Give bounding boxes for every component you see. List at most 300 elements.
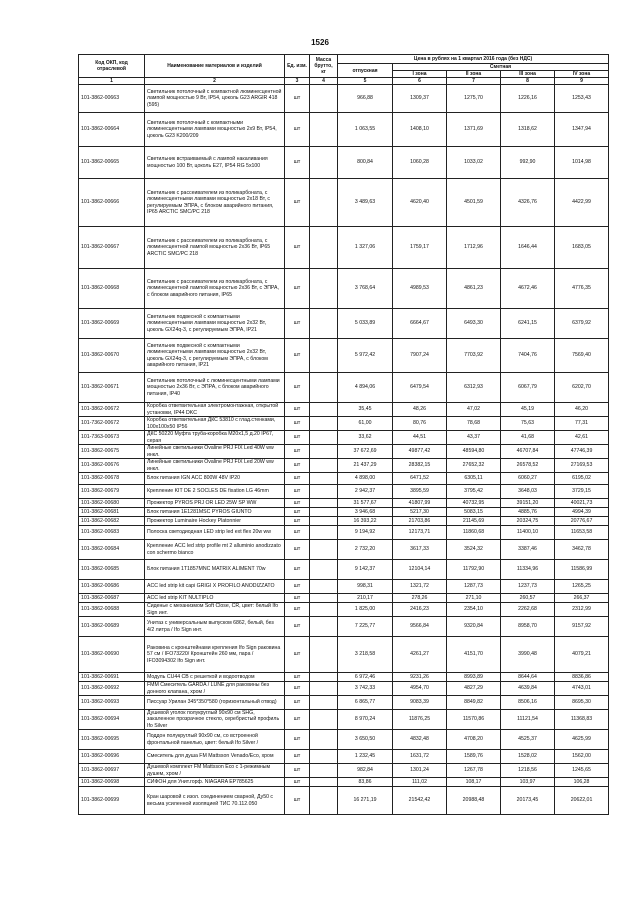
table-row [79, 179, 609, 227]
item-unit: шт [285, 750, 310, 764]
item-mass [310, 750, 338, 764]
price-zone-1: 1060,28 [393, 147, 447, 179]
table-row [79, 710, 609, 730]
item-mass [310, 673, 338, 682]
price-zone-3: 8644,64 [501, 673, 555, 682]
price-zone-1: 21542,42 [393, 787, 447, 815]
header-zone-2: II зона [447, 71, 501, 78]
item-unit: шт [285, 603, 310, 617]
price-zone-4: 7569,40 [555, 339, 609, 373]
price-zone-1: 28382,15 [393, 459, 447, 473]
item-name: Светильник с рассеивателем из поликарбоната, с люминесцентной лампой мощностью 2х36 Вт, IP65 ARCTIC SMC/PC 218 [145, 227, 285, 269]
item-unit: шт [285, 580, 310, 594]
item-mass [310, 778, 338, 787]
price-zone-4: 106,28 [555, 778, 609, 787]
header-code: Код ОКП, код отраслевой [79, 55, 145, 78]
price-zone-1: 4620,40 [393, 179, 447, 227]
price-zone-4: 46,20 [555, 403, 609, 417]
item-unit: шт [285, 373, 310, 403]
item-unit: шт [285, 778, 310, 787]
item-mass [310, 485, 338, 499]
item-mass [310, 730, 338, 750]
table-row [79, 696, 609, 710]
item-unit: шт [285, 696, 310, 710]
item-code: 101-3862-00671 [79, 373, 145, 403]
table-row [79, 499, 609, 508]
price-zone-1: 4989,53 [393, 269, 447, 309]
header-unit: Ед. изм. [285, 55, 310, 78]
item-code: 101-3862-00663 [79, 85, 145, 113]
item-mass [310, 517, 338, 526]
item-mass [310, 269, 338, 309]
table-row [79, 637, 609, 673]
table-row [79, 517, 609, 526]
item-mass [310, 764, 338, 778]
item-name: Писсуар Урилан 345*350*580 (горизонтальный отвод) [145, 696, 285, 710]
price-zone-4: 40021,73 [555, 499, 609, 508]
price-zone-1: 278,26 [393, 594, 447, 603]
item-name: Светильник потолочный с компактными люминесцентными лампами мощностью 2х9 Вт, IP54, цоколь G23 K200/209 [145, 113, 285, 147]
price-zone-1: 2416,23 [393, 603, 447, 617]
item-mass [310, 417, 338, 431]
price-zone-2: 8993,89 [447, 673, 501, 682]
price-release: 4 898,00 [338, 473, 393, 485]
price-release: 6 972,46 [338, 673, 393, 682]
price-zone-3: 20173,45 [501, 787, 555, 815]
item-name: Светильник с рассеивателем из поликарбоната, с люминесцентной лампой мощностью 2х36 Вт, с ЭПРА, с блоком аварийного питания, IP65 [145, 269, 285, 309]
col-number: 9 [555, 78, 609, 85]
table-row [79, 540, 609, 560]
item-code: 101-3862-00667 [79, 227, 145, 269]
price-zone-2: 1712,96 [447, 227, 501, 269]
item-name: Модуль CU44 CB с решеткой и водоотводом [145, 673, 285, 682]
item-name: Поддон полукруглый 90х90 см, со встроенной фронтальной панелью, цвет: белый Ifo Silver / [145, 730, 285, 750]
price-zone-2: 1589,76 [447, 750, 501, 764]
price-zone-3: 1218,56 [501, 764, 555, 778]
item-name: Прожектор PYROS PRJ OR LED 25W SP WW [145, 499, 285, 508]
price-release: 16 271,19 [338, 787, 393, 815]
header-name: Наименование материалов и изделий [145, 55, 285, 78]
price-zone-3: 41,68 [501, 431, 555, 445]
price-zone-3: 4639,84 [501, 682, 555, 696]
price-zone-2: 3524,32 [447, 540, 501, 560]
item-name: Душевой уголок полукруглый 90х90 см SHG, закаленное прозрачное стекло, серебристый профиль Ifo Silver [145, 710, 285, 730]
item-unit: шт [285, 417, 310, 431]
price-zone-4: 6195,02 [555, 473, 609, 485]
table-row [79, 485, 609, 499]
table-row [79, 617, 609, 637]
item-code: 101-3862-00690 [79, 637, 145, 673]
price-zone-2: 11860,68 [447, 526, 501, 540]
item-mass [310, 787, 338, 815]
item-name: Светильник потолочный с компактной люминесцентной лампой мощностью 9 Вт, IP54, цоколь G23 ARGIR 418 (595) [145, 85, 285, 113]
price-zone-2: 5083,15 [447, 508, 501, 517]
item-code: 101-3862-00675 [79, 445, 145, 459]
price-zone-3: 992,90 [501, 147, 555, 179]
price-release: 21 437,29 [338, 459, 393, 473]
item-unit: шт [285, 113, 310, 147]
price-zone-1: 80,76 [393, 417, 447, 431]
table-row [79, 473, 609, 485]
item-code: 101-3862-00669 [79, 309, 145, 339]
table-row [79, 403, 609, 417]
item-unit: шт [285, 540, 310, 560]
item-name: Сиденье с механизмом Soft Close, CR, цвет: белый Ifo Sign инт. [145, 603, 285, 617]
item-unit: шт [285, 517, 310, 526]
col-number: 3 [285, 78, 310, 85]
item-name: СИФОН для Унит.горф. NIAGARA EP785625 [145, 778, 285, 787]
price-zone-3: 8506,16 [501, 696, 555, 710]
item-name: Унитаз с универсальным выпуском 6862, белый, без 4/2 литра / Ifo Sign инт. [145, 617, 285, 637]
price-zone-1: 4832,48 [393, 730, 447, 750]
col-number: 7 [447, 78, 501, 85]
price-release: 37 672,69 [338, 445, 393, 459]
item-mass [310, 309, 338, 339]
item-code: 101-3862-00694 [79, 710, 145, 730]
price-zone-4: 4625,99 [555, 730, 609, 750]
item-unit: шт [285, 309, 310, 339]
price-zone-1: 3895,59 [393, 485, 447, 499]
item-name: Блок питания IGN ACC 800W 48V IP20 [145, 473, 285, 485]
item-name: Линейные светильники Ovaline PRJ FIX Led 40W ww инкл. [145, 445, 285, 459]
price-zone-2: 4827,29 [447, 682, 501, 696]
item-unit: шт [285, 710, 310, 730]
price-zone-4: 1683,05 [555, 227, 609, 269]
item-code: 101-3862-00682 [79, 517, 145, 526]
price-release: 1 327,06 [338, 227, 393, 269]
price-zone-4: 8836,86 [555, 673, 609, 682]
item-unit: шт [285, 730, 310, 750]
item-mass [310, 637, 338, 673]
item-code: 101-3862-00692 [79, 682, 145, 696]
item-unit: шт [285, 499, 310, 508]
price-zone-3: 1646,44 [501, 227, 555, 269]
table-row [79, 227, 609, 269]
item-mass [310, 373, 338, 403]
price-zone-1: 12173,71 [393, 526, 447, 540]
header-zone-4: IV зона [555, 71, 609, 78]
item-mass [310, 696, 338, 710]
item-unit: шт [285, 459, 310, 473]
item-code: 101-3862-00688 [79, 603, 145, 617]
price-zone-4: 1562,00 [555, 750, 609, 764]
price-zone-4: 3729,15 [555, 485, 609, 499]
item-mass [310, 499, 338, 508]
price-zone-2: 21145,69 [447, 517, 501, 526]
price-zone-4: 9157,92 [555, 617, 609, 637]
price-zone-3: 260,57 [501, 594, 555, 603]
price-zone-1: 48,26 [393, 403, 447, 417]
header-mass: Масса брутто, кг [310, 55, 338, 78]
price-zone-3: 103,97 [501, 778, 555, 787]
item-code: 101-3862-00672 [79, 403, 145, 417]
item-unit: шт [285, 473, 310, 485]
price-zone-3: 4672,46 [501, 269, 555, 309]
price-zone-1: 6664,67 [393, 309, 447, 339]
item-mass [310, 147, 338, 179]
item-name: Душевой комплект FM Mattsson Eco с 1-режимным душем, хром / [145, 764, 285, 778]
item-name: Светильник с рассеивателем из поликарбоната, с люминесцентными лампами мощностью 2х18 Вт, с регулируемым ЭПРА, с блоком аварийного питания, IP65 ARCTIC SMC/PC 218 [145, 179, 285, 227]
table-row [79, 113, 609, 147]
price-release: 2 942,37 [338, 485, 393, 499]
item-mass [310, 603, 338, 617]
item-unit: шт [285, 526, 310, 540]
price-zone-1: 49877,42 [393, 445, 447, 459]
item-code: 101-3862-00693 [79, 696, 145, 710]
item-name: Полоска светодиодная LED strip led ext flex 20w ww [145, 526, 285, 540]
price-zone-2: 2354,10 [447, 603, 501, 617]
item-mass [310, 580, 338, 594]
price-release: 2 732,20 [338, 540, 393, 560]
price-zone-1: 1631,72 [393, 750, 447, 764]
item-code: 101-3862-00698 [79, 778, 145, 787]
price-zone-4: 42,61 [555, 431, 609, 445]
price-zone-4: 1014,98 [555, 147, 609, 179]
price-zone-3: 1528,02 [501, 750, 555, 764]
table-row [79, 459, 609, 473]
item-name: FMM Смеситель GARDA / LUNE для раковины без донного клапана, хром / [145, 682, 285, 696]
price-zone-3: 8958,70 [501, 617, 555, 637]
item-name: Блок питания 1E1281MSC PYROS GIUNTO [145, 508, 285, 517]
price-zone-2: 20988,48 [447, 787, 501, 815]
item-unit: шт [285, 673, 310, 682]
price-zone-1: 9231,26 [393, 673, 447, 682]
price-release: 210,17 [338, 594, 393, 603]
price-zone-1: 6479,54 [393, 373, 447, 403]
price-zone-1: 12104,14 [393, 560, 447, 580]
table-row [79, 682, 609, 696]
item-unit: шт [285, 485, 310, 499]
price-zone-1: 3617,33 [393, 540, 447, 560]
item-mass [310, 179, 338, 227]
item-code: 101-3862-00668 [79, 269, 145, 309]
item-unit: шт [285, 339, 310, 373]
item-unit: шт [285, 682, 310, 696]
item-mass [310, 540, 338, 560]
price-zone-3: 75,63 [501, 417, 555, 431]
item-code: 101-3862-00684 [79, 540, 145, 560]
item-mass [310, 227, 338, 269]
item-mass [310, 339, 338, 373]
price-zone-3: 4885,76 [501, 508, 555, 517]
item-code: 101-3862-00664 [79, 113, 145, 147]
price-zone-4: 1245,65 [555, 764, 609, 778]
price-zone-3: 4326,76 [501, 179, 555, 227]
table-row [79, 560, 609, 580]
table-row [79, 147, 609, 179]
page-number: 1526 [311, 38, 329, 47]
price-zone-2: 11792,90 [447, 560, 501, 580]
price-zone-3: 11121,54 [501, 710, 555, 730]
item-name: Светильник потолочный с люминесцентными лампами мощностью 2х36 Вт, с ЭПРА, с блоком аварийного питания, IP40 [145, 373, 285, 403]
item-mass [310, 594, 338, 603]
item-code: 101-3862-00681 [79, 508, 145, 517]
item-mass [310, 526, 338, 540]
item-name: ACC led strip kit capi GRIGI X PROFILO ANODIZZATO [145, 580, 285, 594]
price-release: 4 894,06 [338, 373, 393, 403]
price-zone-3: 3990,48 [501, 637, 555, 673]
price-zone-1: 5217,30 [393, 508, 447, 517]
item-name: ДКС 50220 Муфта труба-коробка M20х1,5 д.20 IP67, серая [145, 431, 285, 445]
price-zone-2: 4708,20 [447, 730, 501, 750]
price-zone-4: 11368,83 [555, 710, 609, 730]
price-release: 9 194,92 [338, 526, 393, 540]
item-unit: шт [285, 431, 310, 445]
price-zone-1: 4261,27 [393, 637, 447, 673]
price-zone-1: 1759,17 [393, 227, 447, 269]
price-release: 1 825,00 [338, 603, 393, 617]
item-name: Светильник подвесной с компактными люминесцентными лампами мощностью 2х32 Вт, цоколь GX24q-3, с регулируемым ЭПРА, с блоком аварийного питания, IP21 [145, 339, 285, 373]
price-zone-2: 6493,30 [447, 309, 501, 339]
price-zone-4: 4422,99 [555, 179, 609, 227]
price-zone-1: 4954,70 [393, 682, 447, 696]
price-zone-1: 1301,24 [393, 764, 447, 778]
item-name: Светильник подвесной с компактными люминесцентными лампами мощностью 2х32 Вт, цоколь GX24q-3, с регулируемым ЭПРА, IP21 [145, 309, 285, 339]
price-zone-3: 6060,27 [501, 473, 555, 485]
price-zone-1: 9083,39 [393, 696, 447, 710]
price-release: 83,86 [338, 778, 393, 787]
price-zone-1: 44,51 [393, 431, 447, 445]
item-mass [310, 85, 338, 113]
price-zone-2: 3795,42 [447, 485, 501, 499]
item-unit: шт [285, 269, 310, 309]
price-zone-2: 9320,84 [447, 617, 501, 637]
price-zone-1: 6471,52 [393, 473, 447, 485]
price-zone-4: 4743,01 [555, 682, 609, 696]
item-code: 101-3862-00679 [79, 485, 145, 499]
price-zone-3: 1226,16 [501, 85, 555, 113]
price-zone-1: 11876,25 [393, 710, 447, 730]
price-release: 9 142,37 [338, 560, 393, 580]
price-zone-4: 1347,94 [555, 113, 609, 147]
item-unit: шт [285, 637, 310, 673]
col-number: 4 [310, 78, 338, 85]
price-zone-4: 20622,01 [555, 787, 609, 815]
price-release: 33,62 [338, 431, 393, 445]
price-zone-4: 27169,53 [555, 459, 609, 473]
item-code: 101-3862-00676 [79, 459, 145, 473]
item-mass [310, 113, 338, 147]
price-release: 31 577,67 [338, 499, 393, 508]
price-release: 35,45 [338, 403, 393, 417]
table-row [79, 85, 609, 113]
price-release: 998,31 [338, 580, 393, 594]
price-zone-2: 4151,70 [447, 637, 501, 673]
item-unit: шт [285, 227, 310, 269]
table-row [79, 431, 609, 445]
table-row [79, 580, 609, 594]
item-code: 101-3862-00670 [79, 339, 145, 373]
item-code: 101-3862-00699 [79, 787, 145, 815]
price-release: 6 865,77 [338, 696, 393, 710]
price-zone-3: 4525,37 [501, 730, 555, 750]
item-mass [310, 710, 338, 730]
item-code: 101-3862-00686 [79, 580, 145, 594]
price-zone-2: 4861,23 [447, 269, 501, 309]
price-zone-2: 27652,32 [447, 459, 501, 473]
price-zone-4: 2312,99 [555, 603, 609, 617]
price-zone-2: 47,02 [447, 403, 501, 417]
table-row [79, 764, 609, 778]
price-zone-1: 1321,72 [393, 580, 447, 594]
table-row [79, 269, 609, 309]
item-mass [310, 682, 338, 696]
price-zone-3: 46707,84 [501, 445, 555, 459]
col-number: 5 [338, 78, 393, 85]
header-zone-1: I зона [393, 71, 447, 78]
table-row [79, 750, 609, 764]
item-unit: шт [285, 594, 310, 603]
price-zone-4: 11586,99 [555, 560, 609, 580]
item-mass [310, 560, 338, 580]
price-zone-2: 6312,93 [447, 373, 501, 403]
item-code: 101-3862-00687 [79, 594, 145, 603]
price-release: 3 768,64 [338, 269, 393, 309]
item-mass [310, 403, 338, 417]
price-release: 3 742,33 [338, 682, 393, 696]
item-name: Коробка ответвительная ДКС 53810 с глад.стенками, 100х100х50 IP56 [145, 417, 285, 431]
price-zone-3: 45,19 [501, 403, 555, 417]
item-code: 101-3862-00666 [79, 179, 145, 227]
item-unit: шт [285, 764, 310, 778]
price-zone-3: 26578,52 [501, 459, 555, 473]
price-release: 1 063,55 [338, 113, 393, 147]
price-zone-4: 47746,39 [555, 445, 609, 459]
price-zone-2: 271,10 [447, 594, 501, 603]
price-release: 5 033,89 [338, 309, 393, 339]
item-code: 101-3862-00680 [79, 499, 145, 508]
item-code: 101-3862-00685 [79, 560, 145, 580]
item-name: Раковина с кронштейнами крепления Ifo Sign раковина 57 см / IFO73220/ Кронштейн 260 мм, пара / IFO3094302 Ifo Sign инт. [145, 637, 285, 673]
item-code: 101-7363-00673 [79, 431, 145, 445]
header-release: отпускная [338, 64, 393, 78]
price-zone-1: 21703,86 [393, 517, 447, 526]
table-row [79, 673, 609, 682]
table-body [79, 85, 609, 815]
price-release: 61,00 [338, 417, 393, 431]
price-zone-3: 2262,68 [501, 603, 555, 617]
table-row [79, 373, 609, 403]
item-unit: шт [285, 560, 310, 580]
price-zone-2: 1267,78 [447, 764, 501, 778]
item-name: Коробка ответвительная электромонтажная, открытой установки, IP44 DKC [145, 403, 285, 417]
price-zone-2: 8849,82 [447, 696, 501, 710]
price-zone-3: 6067,79 [501, 373, 555, 403]
item-name: Крепление KIT DE 2 SOCLES DE fixation LG 46mm [145, 485, 285, 499]
price-zone-4: 3462,78 [555, 540, 609, 560]
price-zone-1: 9566,84 [393, 617, 447, 637]
price-zone-4: 6379,92 [555, 309, 609, 339]
item-name: Прожектор Luminaire Hockey Platonnier [145, 517, 285, 526]
price-zone-1: 111,02 [393, 778, 447, 787]
item-code: 101-3862-00689 [79, 617, 145, 637]
item-unit: шт [285, 508, 310, 517]
header-estimate: Сметная [393, 64, 609, 71]
price-zone-2: 1287,73 [447, 580, 501, 594]
price-zone-1: 1309,37 [393, 85, 447, 113]
item-code: 101-7362-00672 [79, 417, 145, 431]
price-zone-2: 108,17 [447, 778, 501, 787]
price-zone-4: 77,31 [555, 417, 609, 431]
price-zone-4: 6202,70 [555, 373, 609, 403]
item-name: Линейные светильники Ovaline PRJ FIX Led 20W ww инкл. [145, 459, 285, 473]
price-zone-2: 1371,69 [447, 113, 501, 147]
table-row [79, 309, 609, 339]
price-zone-1: 1408,10 [393, 113, 447, 147]
item-mass [310, 617, 338, 637]
price-zone-2: 43,37 [447, 431, 501, 445]
price-release: 3 946,68 [338, 508, 393, 517]
